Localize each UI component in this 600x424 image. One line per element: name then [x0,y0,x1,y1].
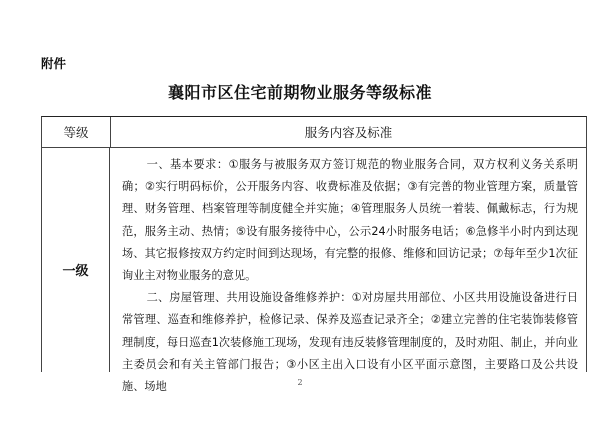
row-level: 一级 [42,148,110,372]
header-level: 等级 [42,117,111,147]
header-content: 服务内容及标准 [304,125,393,140]
content-paragraph: 一、基本要求：①服务与被服务双方签订规范的物业服务合同，双方权利义务关系明确；②实行明码标价，公开服务内容、收费标准及依据；③有完善的物业管理方案，质量管理、财务管理、档案管理等制度健全并实施；④管理服务人员统一着装、佩戴标志，行为规范，服务主动、热情；⑤设有服务接待中心，公示24小时服务电话；⑥急修半小时内到达现场、其它报修按双方约定时间到达现场，有完整的报修、维修和回访记录；⑦每年至少1次征询业主对物业服务的意见。 [122,158,578,283]
document-title: 襄阳市区住宅前期物业服务等级标准 [167,83,432,102]
page-number: 2 [297,378,303,387]
row-content [110,148,586,394]
table-row [42,148,586,394]
annex-label: 附件 [41,56,67,71]
content-paragraph: 二、房屋管理、共用设施设备维修养护：①对房屋共用部位、小区共用设施设备进行日常管理、巡查和维修养护，检修记录、保养及巡查记录齐全；②建立完善的住宅装饰装修管理制度，每日巡查1次装修施工现场，发现有违反装修管理制度的，及时劝阻、制止，并向业主委员会和有关主管部门报告；③小区主出入口设有小区平面示意图，主要路口及公共设施、场地 [122,291,578,394]
table-header-row [42,117,586,148]
standards-table [41,116,587,394]
